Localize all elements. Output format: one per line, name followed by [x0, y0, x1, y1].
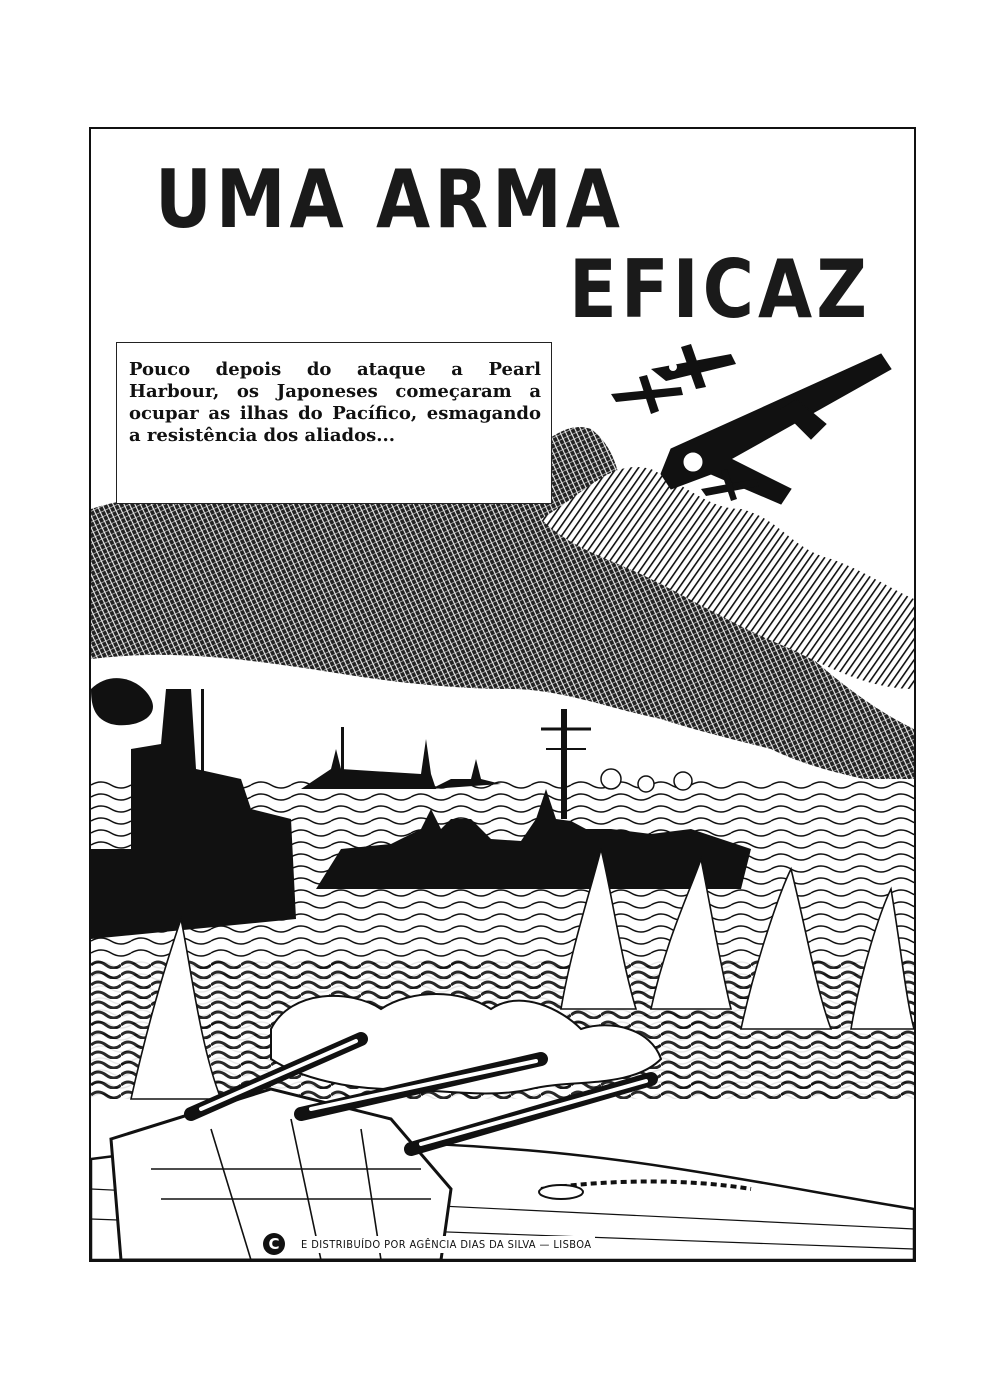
story-title-line1: UMA ARMA	[155, 152, 624, 247]
copyright-icon: C	[263, 1233, 285, 1255]
funnel-smoke	[91, 678, 153, 725]
credit-text: E DISTRIBUÍDO POR AGÊNCIA DIAS DA SILVA — LISBOA	[297, 1236, 595, 1253]
story-title-line2: EFICAZ	[569, 242, 871, 337]
comic-panel	[89, 127, 916, 1262]
narration-caption: Pouco depois do ataque a Pearl Harbour, os Japoneses começaram a ocupar as ilhas do Pacífico, esmagando a resistência dos aliados...	[116, 342, 552, 504]
distant-ship	[301, 739, 436, 789]
deck-hatch	[539, 1185, 583, 1199]
explosions	[601, 769, 692, 792]
publisher-credit	[263, 1231, 595, 1257]
plane-small	[651, 344, 736, 389]
plane-small	[611, 375, 683, 414]
distant-ship	[431, 759, 501, 789]
